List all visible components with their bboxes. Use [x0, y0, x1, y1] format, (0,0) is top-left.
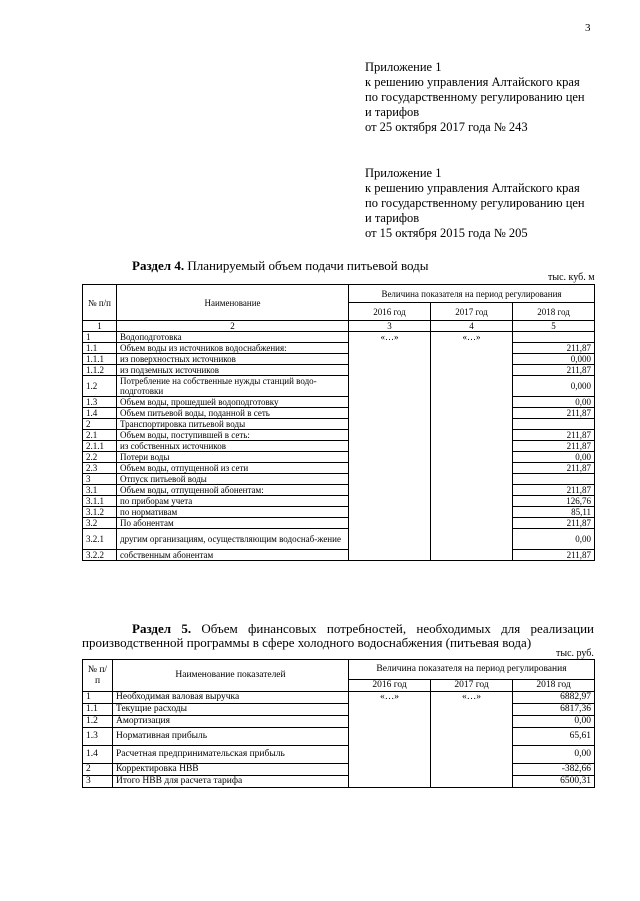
- header-period: Величина показателя на период регулирования: [349, 660, 595, 680]
- row-number: 3.1.1: [83, 496, 117, 507]
- appendix-line: по государственному регулированию цен: [365, 90, 585, 104]
- appendix-line: и тарифов: [365, 211, 420, 225]
- table-row: [83, 692, 595, 704]
- header-num: № п/п: [83, 660, 113, 692]
- header-period: Величина показателя на период регулирования: [349, 285, 595, 303]
- row-number: 1.4: [83, 408, 117, 419]
- row-name: из подземных источников: [117, 365, 349, 376]
- row-number: 1.1: [83, 343, 117, 354]
- table-row: [83, 704, 595, 716]
- table-row: [83, 354, 595, 365]
- table-row: [83, 746, 595, 764]
- row-name: Потребление на собственные нужды станций водо-подготовки: [117, 376, 349, 397]
- section4-title-bold: Раздел 4.: [132, 258, 185, 273]
- row-number: 1: [83, 332, 117, 343]
- value-2018: 0,00: [513, 716, 595, 728]
- appendix-block-current: [365, 60, 635, 135]
- row-number: 3: [83, 474, 117, 485]
- value-2018: 211,87: [513, 485, 595, 496]
- table-row: [83, 507, 595, 518]
- table-row: [83, 716, 595, 728]
- table-row: [83, 463, 595, 474]
- row-number: 1.1.2: [83, 365, 117, 376]
- value-2018: 6500,31: [513, 776, 595, 788]
- table-row: [83, 529, 595, 550]
- table-row: [83, 776, 595, 788]
- row-name: Объем воды, поступившей в сеть:: [117, 430, 349, 441]
- row-name: из собственных источников: [117, 441, 349, 452]
- row-name: Объем воды из источников водоснабжения:: [117, 343, 349, 354]
- appendix-line: по государственному регулированию цен: [365, 196, 585, 210]
- value-2018: 211,87: [513, 441, 595, 452]
- appendix-line: к решению управления Алтайского края: [365, 181, 580, 195]
- row-name: из поверхностных источников: [117, 354, 349, 365]
- row-number: 2.1.1: [83, 441, 117, 452]
- value-2018: 0,00: [513, 452, 595, 463]
- value-2018: 0,000: [513, 376, 595, 397]
- table-row: [83, 397, 595, 408]
- section5-table: [82, 659, 595, 788]
- section4-table: [82, 284, 595, 561]
- section4-title-text: Планируемый объем подачи питьевой воды: [184, 258, 429, 273]
- row-number: 2.3: [83, 463, 117, 474]
- row-number: 1.1: [83, 704, 113, 716]
- table-row: [83, 376, 595, 397]
- row-number: 1: [83, 692, 113, 704]
- header-year: 2017 год: [431, 303, 513, 321]
- row-name: собственным абонентам: [117, 550, 349, 561]
- table-row: [83, 764, 595, 776]
- value-2018: 211,87: [513, 430, 595, 441]
- header-year: 2018 год: [513, 303, 595, 321]
- column-number: 3: [349, 321, 431, 332]
- value-2018: 0,00: [513, 746, 595, 764]
- row-number: 1.4: [83, 746, 113, 764]
- value-2018: -382,66: [513, 764, 595, 776]
- header-year: 2017 год: [431, 680, 513, 692]
- appendix-line: Приложение 1: [365, 60, 442, 74]
- value-2018: [513, 332, 595, 343]
- row-name: Итого НВВ для расчета тарифа: [113, 776, 349, 788]
- value-2018: 211,87: [513, 463, 595, 474]
- value-2018: 0,00: [513, 397, 595, 408]
- value-2018: [513, 419, 595, 430]
- table-row: [83, 485, 595, 496]
- row-number: 3.2: [83, 518, 117, 529]
- section5-title-bold: Раздел 5.: [132, 621, 192, 636]
- row-number: 2.1: [83, 430, 117, 441]
- appendix-block-original: [365, 166, 635, 241]
- row-name: Объем воды, отпущенной из сети: [117, 463, 349, 474]
- value-2018: 65,61: [513, 728, 595, 746]
- row-number: 2.2: [83, 452, 117, 463]
- row-number: 3: [83, 776, 113, 788]
- value-2018: 211,87: [513, 343, 595, 354]
- value-2017: «…»: [431, 692, 513, 788]
- section5-title: [82, 622, 594, 650]
- row-number: 3.1.2: [83, 507, 117, 518]
- table-row: [83, 518, 595, 529]
- row-number: 1.3: [83, 397, 117, 408]
- table-row: [83, 332, 595, 343]
- row-name: Расчетная предпринимательская прибыль: [113, 746, 349, 764]
- column-number: 2: [117, 321, 349, 332]
- value-2018: 0,00: [513, 529, 595, 550]
- row-name: Объем воды, прошедшей водоподготовку: [117, 397, 349, 408]
- table-row: [83, 474, 595, 485]
- table-row: [83, 452, 595, 463]
- row-number: 1.2: [83, 376, 117, 397]
- table-row: [83, 496, 595, 507]
- value-2018: 126,76: [513, 496, 595, 507]
- value-2017: «…»: [431, 332, 513, 561]
- row-number: 3.2.2: [83, 550, 117, 561]
- header-year: 2016 год: [349, 680, 431, 692]
- table-row: [83, 343, 595, 354]
- section4-unit: тыс. куб. м: [548, 272, 595, 283]
- row-number: 1.2: [83, 716, 113, 728]
- appendix-line: к решению управления Алтайского края: [365, 75, 580, 89]
- header-year: 2016 год: [349, 303, 431, 321]
- row-number: 2: [83, 764, 113, 776]
- row-number: 1.1.1: [83, 354, 117, 365]
- row-name: Транспортировка питьевой воды: [117, 419, 349, 430]
- appendix-line: Приложение 1: [365, 166, 442, 180]
- section5-unit: тыс. руб.: [556, 648, 594, 659]
- value-2018: 6817,36: [513, 704, 595, 716]
- row-name: Нормативная прибыль: [113, 728, 349, 746]
- row-name: Текущие расходы: [113, 704, 349, 716]
- row-number: 3.2.1: [83, 529, 117, 550]
- table-row: [83, 441, 595, 452]
- appendix-line: и тарифов: [365, 105, 420, 119]
- row-name: другим организациям, осуществляющим водоснаб-жение: [117, 529, 349, 550]
- row-name: Объем воды, отпущенной абонентам:: [117, 485, 349, 496]
- value-2018: 0,000: [513, 354, 595, 365]
- header-name: Наименование: [117, 285, 349, 321]
- row-number: 2: [83, 419, 117, 430]
- header-name: Наименование показателей: [113, 660, 349, 692]
- header-year: 2018 год: [513, 680, 595, 692]
- value-2016: «…»: [349, 692, 431, 788]
- row-name: Амортизация: [113, 716, 349, 728]
- value-2018: 6882,97: [513, 692, 595, 704]
- row-name: Водоподготовка: [117, 332, 349, 343]
- appendix-line: от 25 октября 2017 года № 243: [365, 120, 528, 134]
- column-number: 4: [431, 321, 513, 332]
- section4-title: [132, 258, 429, 274]
- value-2018: 211,87: [513, 518, 595, 529]
- row-name: Корректировка НВВ: [113, 764, 349, 776]
- row-name: по нормативам: [117, 507, 349, 518]
- header-num: № п/п: [83, 285, 117, 321]
- column-number: 5: [513, 321, 595, 332]
- row-name: Объем питьевой воды, поданной в сеть: [117, 408, 349, 419]
- table-row: [83, 550, 595, 561]
- value-2018: [513, 474, 595, 485]
- value-2018: 211,87: [513, 365, 595, 376]
- value-2018: 211,87: [513, 550, 595, 561]
- section5-title-text: Объем финансовых потребностей, необходимых для реализации производственной программы в сфере холодного водоснабжения (питьевая вода): [82, 621, 594, 650]
- table-row: [83, 430, 595, 441]
- value-2016: «…»: [349, 332, 431, 561]
- appendix-line: от 15 октября 2015 года № 205: [365, 226, 528, 240]
- row-name: Потери воды: [117, 452, 349, 463]
- row-name: Отпуск питьевой воды: [117, 474, 349, 485]
- row-number: 1.3: [83, 728, 113, 746]
- row-name: по приборам учета: [117, 496, 349, 507]
- row-number: 3.1: [83, 485, 117, 496]
- column-number: 1: [83, 321, 117, 332]
- table-row: [83, 728, 595, 746]
- value-2018: 85,11: [513, 507, 595, 518]
- table-row: [83, 419, 595, 430]
- page-number: 3: [585, 22, 591, 34]
- row-name: Необходимая валовая выручка: [113, 692, 349, 704]
- table-row: [83, 365, 595, 376]
- row-name: По абонентам: [117, 518, 349, 529]
- value-2018: 211,87: [513, 408, 595, 419]
- table-row: [83, 408, 595, 419]
